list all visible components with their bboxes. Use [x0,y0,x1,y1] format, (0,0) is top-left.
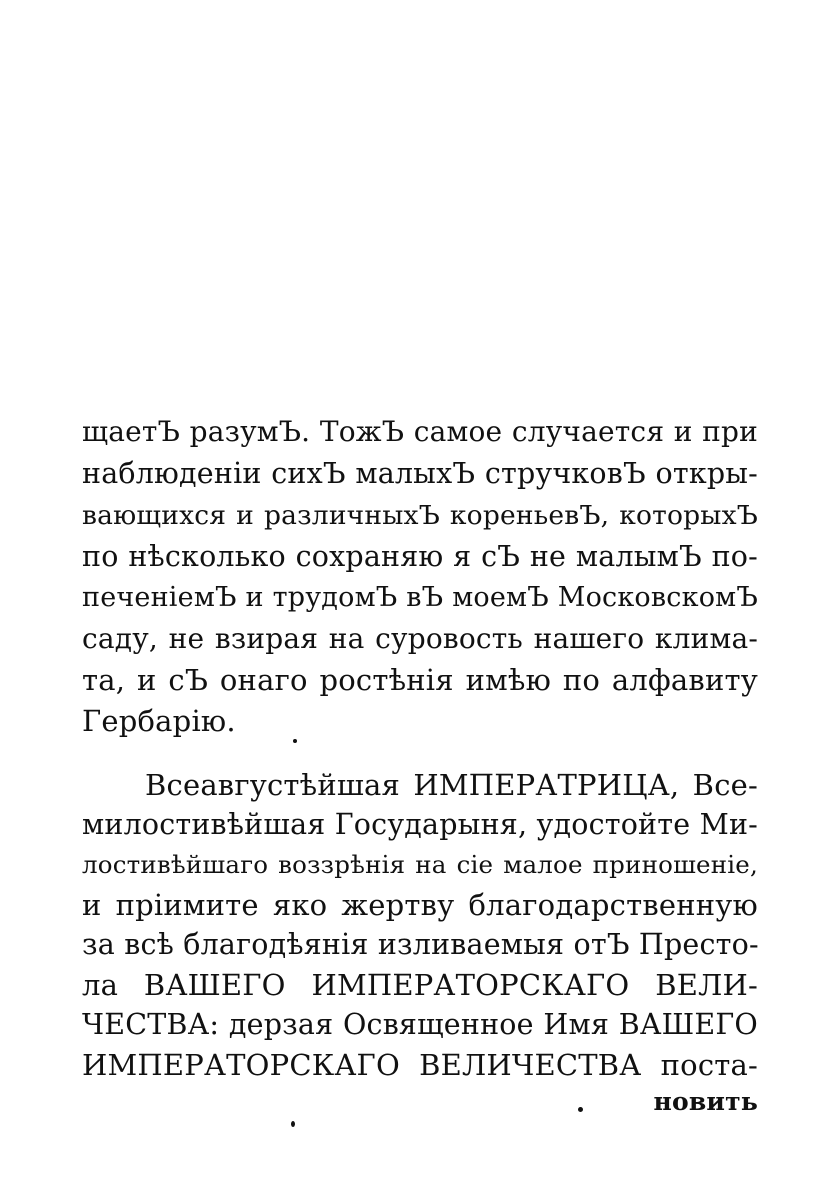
text-line: Гербарiю. [82,704,236,738]
text-line: ла ВАШЕГО ИМПЕРАТОРСКАГО ВЕЛИ- [82,968,758,1002]
catchword: новить [653,1087,758,1116]
ink-speck [578,1107,583,1112]
text-line: милостивѣйшая Государыня, удостойте Ми- [82,808,758,841]
text-line: и прiимите яко жертву благодарственную [82,888,758,922]
text-line: Всеавгустѣйшая ИМПЕРАТРИЦА, Все- [145,768,758,802]
ink-speck [291,1121,295,1127]
text-line: лостивѣйшаго воззрѣнiя на сiе малое приношенiе, [82,850,758,879]
text-line: ЧЕСТВА: дерзая Освященное Имя ВАШЕГО [82,1008,758,1041]
text-line: ИМПЕРАТОРСКАГО ВЕЛИЧЕСТВА поста- [82,1048,758,1082]
text-line: печенiемЪ и трудомЪ вЪ моемЪ МосковскомЪ [82,582,758,613]
text-line: вающихся и различныхЪ кореньевЪ, которыхЪ [82,500,758,531]
text-line: за всѣ благодѣянiя изливаемыя отЪ Престо- [82,928,759,961]
text-line: щаетЪ разумЪ. ТожЪ самое случается и при [82,415,758,448]
text-line: по нѣсколько сохраняю я сЪ не малымЪ по- [82,540,758,573]
text-line: саду, не взирая на суровость нашего клима- [82,622,758,655]
text-line: та, и сЪ онаго ростѣнiя имѣю по алфавиту [82,663,758,697]
ink-speck [293,739,297,743]
text-line: наблюденiи сихЪ малыхЪ стручковЪ откры- [82,457,758,490]
